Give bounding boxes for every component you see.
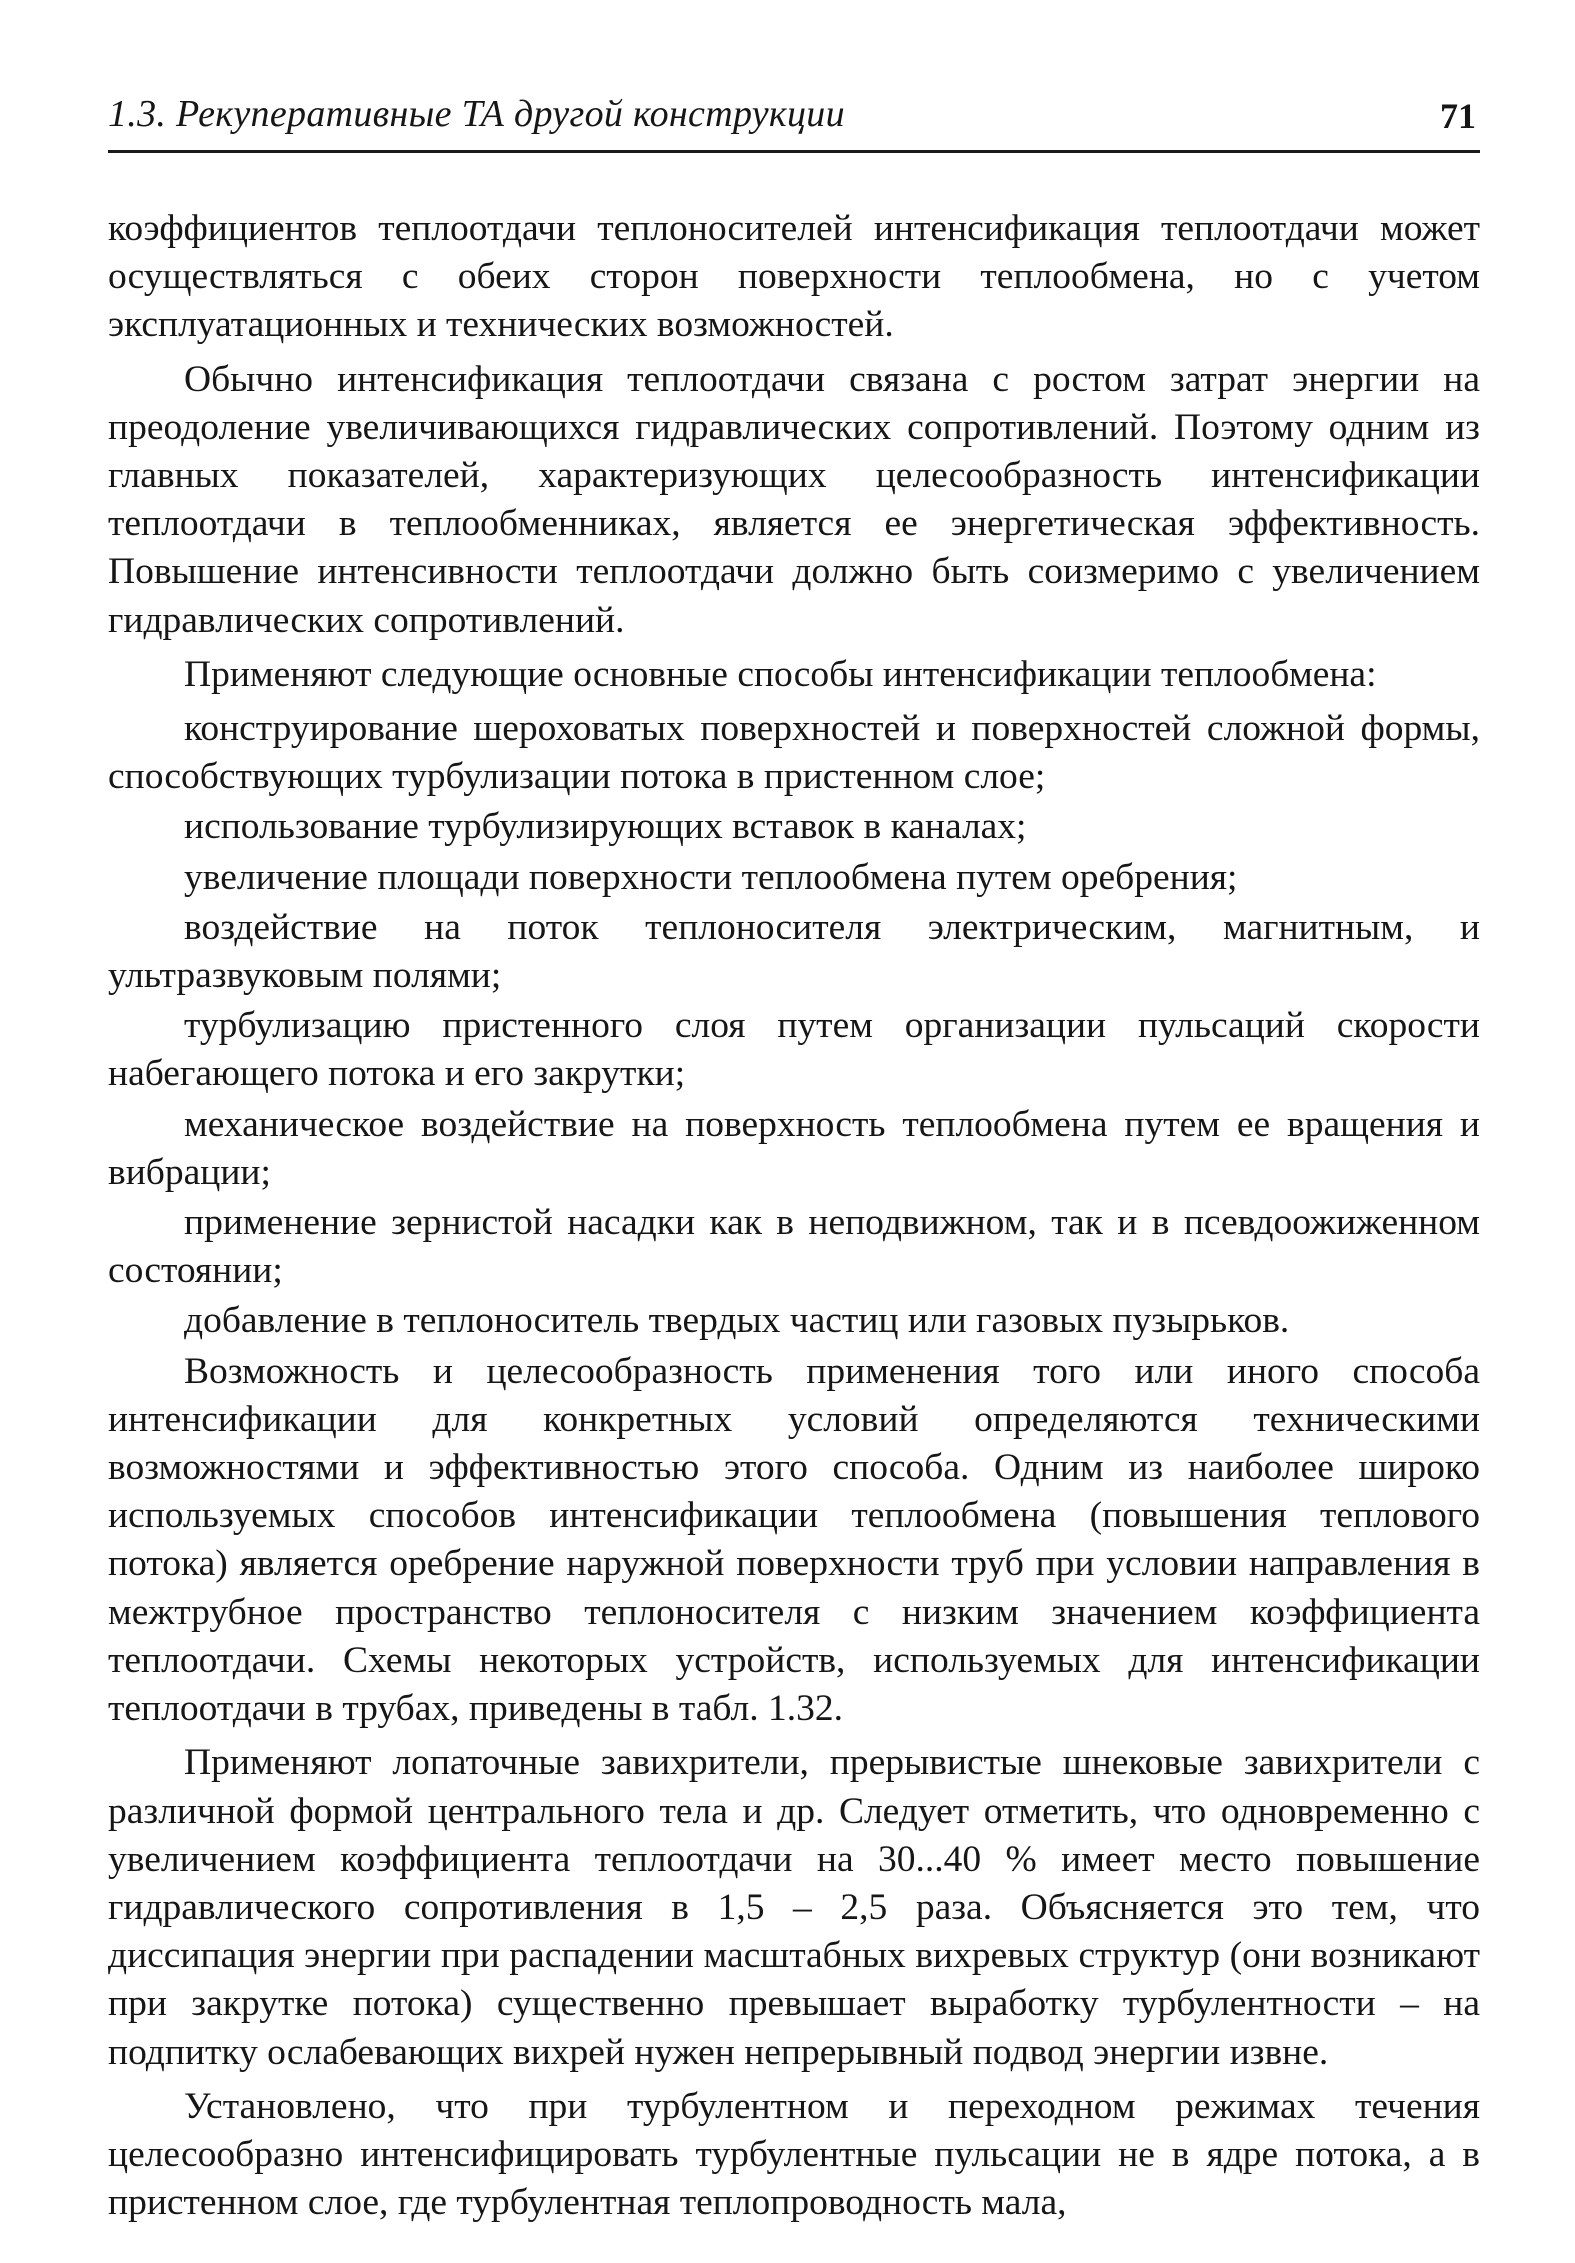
list-item: механическое воздействие на поверхность теплообмена путем ее вращения и вибрации; <box>108 1103 1480 1193</box>
page-number: 71 <box>1440 96 1476 136</box>
running-title: 1.3. Рекуперативные ТА другой конструкции <box>108 93 845 135</box>
list-item: воздействие на поток теплоносителя электрическим, магнитным, и ультразвуковым полями; <box>108 906 1480 997</box>
list-item: увеличение площади поверхности теплообмена путем оребрения; <box>184 856 1238 898</box>
paragraph: Возможность и целесообразность применения того или иного способа интенсификации для конкретных условий определяются техническими возможностями и эффективностью этого способа. Одним из наиболее широко используемых способов интенсификации теплообмена (повышения теплового потока) является оребрение наружной поверхности труб при условии направления в межтрубное пространство теплоносителя с низким значением коэффициента теплоотдачи. Схемы некоторых устройств, используемых для интенсификации теплоотдачи в трубах, приведены в табл. 1.32. <box>108 1350 1480 1730</box>
list-item: применение зернистой насадки как в неподвижном, так и в псевдоожиженном состоянии; <box>108 1202 1480 1292</box>
list-item: турбулизацию пристенного слоя путем организации пульсаций скорости набегающего потока и его закрутки; <box>108 1005 1480 1095</box>
list-item: конструирование шероховатых поверхностей и поверхностей сложной формы, способствующих турбулизации потока в пристенном слое; <box>108 708 1480 798</box>
paragraph-continued: коэффициентов теплоотдачи теплоносителей интенсификация теплоотдачи может осуществляться с обеих сторон поверхности теплообмена, но с учетом эксплуатационных и технических возможностей. <box>108 208 1480 346</box>
paragraph: Установлено, что при турбулентном и переходном режимах течения целесообразно интенсифицировать турбулентные пульсации не в ядре потока, а в пристенном слое, где турбулентная теплопроводность мала, <box>108 2085 1480 2224</box>
page-header <box>108 86 1480 153</box>
body-text <box>108 205 1480 2227</box>
book-page <box>108 86 1480 2224</box>
paragraph-list-intro: Применяют следующие основные способы интенсификации теплообмена: <box>184 653 1377 695</box>
list-item: использование турбулизирующих вставок в каналах; <box>184 806 1027 848</box>
paragraph: Применяют лопаточные завихрители, прерывистые шнековые завихрители с различной формой центрального тела и др. Следует отметить, что одновременно с увеличением коэффициента теплоотдачи на 30...40 % имеет место повышение гидравлического сопротивления в 1,5 – 2,5 раза. Объясняется это тем, что диссипация энергии при распадении масштабных вихревых структур (они возникают при закрутке потока) существенно превышает выработку турбулентности – на подпитку ослабевающих вихрей нужен непрерывный подвод энергии извне. <box>108 1742 1480 2073</box>
paragraph: Обычно интенсификация теплоотдачи связана с ростом затрат энергии на преодоление увеличивающихся гидравлических сопротивлений. Поэтому одним из главных показателей, характеризующих целесообразность интенсификации теплоотдачи в теплообменниках, является ее энергетическая эффективность. Повышение интенсивности теплоотдачи должно быть соизмеримо с увеличением гидравлических сопротивлений. <box>108 358 1480 641</box>
list-item: добавление в теплоноситель твердых частиц или газовых пузырьков. <box>184 1300 1290 1342</box>
